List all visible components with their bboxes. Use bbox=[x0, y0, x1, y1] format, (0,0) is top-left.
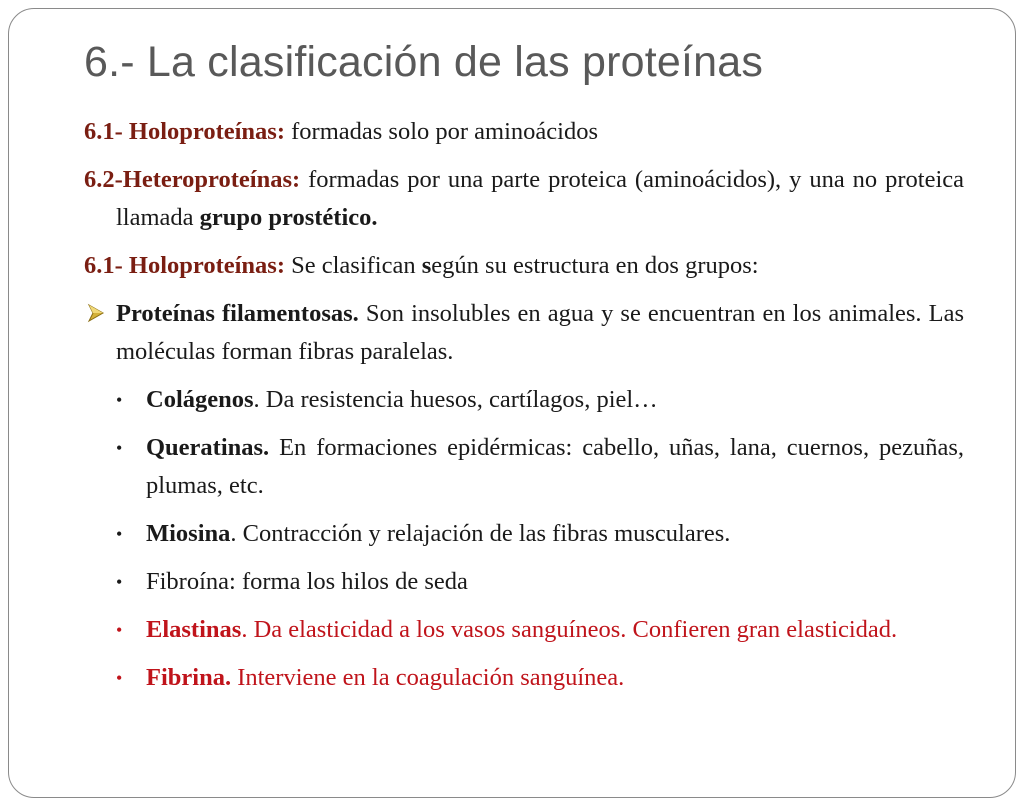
slide-title: 6.- La clasificación de las proteínas bbox=[84, 38, 764, 86]
list-item bbox=[84, 429, 964, 505]
section-holoproteinas-definition bbox=[84, 113, 964, 151]
arrow-bullet-icon bbox=[86, 303, 106, 323]
item-text: . Da resistencia huesos, cartílagos, piel… bbox=[253, 386, 658, 413]
item-bold: Colágenos bbox=[146, 386, 254, 413]
item-bold: Fibrina. bbox=[146, 664, 232, 691]
filament-proteins-item bbox=[84, 295, 964, 371]
section-heteroproteinas bbox=[84, 161, 964, 237]
section-text: formadas por una parte proteica (aminoácidos), y una no proteica llamada bbox=[116, 166, 964, 231]
section-holoproteinas-classification bbox=[84, 247, 964, 285]
list-item bbox=[84, 515, 964, 553]
list-item bbox=[84, 563, 964, 601]
section-label: 6.1- Holoproteínas: bbox=[84, 252, 285, 279]
filament-bold: Proteínas filamentosas. bbox=[116, 300, 359, 327]
item-text: Interviene en la coagulación sanguínea. bbox=[231, 664, 625, 691]
bold-term: grupo prostético. bbox=[199, 204, 378, 231]
filament-text: Son insolubles en agua y se encuentran en los animales. Las moléculas forman fibras paralelas. bbox=[116, 300, 965, 365]
list-item bbox=[84, 381, 964, 419]
item-text: En formaciones epidérmicas: cabello, uñas, lana, cuernos, pezuñas, plumas, etc. bbox=[146, 434, 964, 499]
item-bold: Miosina bbox=[146, 520, 231, 547]
item-text: Fibroína: forma los hilos de seda bbox=[146, 568, 468, 595]
section-label: 6.2-Heteroproteínas: bbox=[84, 166, 301, 193]
item-bold: Queratinas. bbox=[146, 434, 270, 461]
list-item bbox=[84, 611, 964, 649]
section-text-b: egún su estructura en dos grupos: bbox=[431, 252, 759, 279]
protein-list bbox=[84, 381, 964, 697]
section-text: formadas solo por aminoácidos bbox=[291, 118, 598, 145]
item-text: . Da elasticidad a los vasos sanguíneos. Confieren gran elasticidad. bbox=[241, 616, 898, 643]
item-bold: Elastinas bbox=[146, 616, 242, 643]
slide-content bbox=[84, 113, 964, 707]
bullet-dot-icon: • bbox=[116, 572, 123, 592]
bullet-dot-icon: • bbox=[116, 438, 123, 458]
bullet-dot-icon: • bbox=[116, 620, 123, 640]
item-text: . Contracción y relajación de las fibras musculares. bbox=[230, 520, 731, 547]
section-text-s: s bbox=[421, 252, 432, 279]
bullet-dot-icon: • bbox=[116, 524, 123, 544]
section-label: 6.1- Holoproteínas: bbox=[84, 118, 285, 145]
list-item bbox=[84, 659, 964, 697]
bullet-dot-icon: • bbox=[116, 668, 123, 688]
bullet-dot-icon: • bbox=[116, 390, 123, 410]
section-text-a: Se clasifican bbox=[291, 252, 422, 279]
